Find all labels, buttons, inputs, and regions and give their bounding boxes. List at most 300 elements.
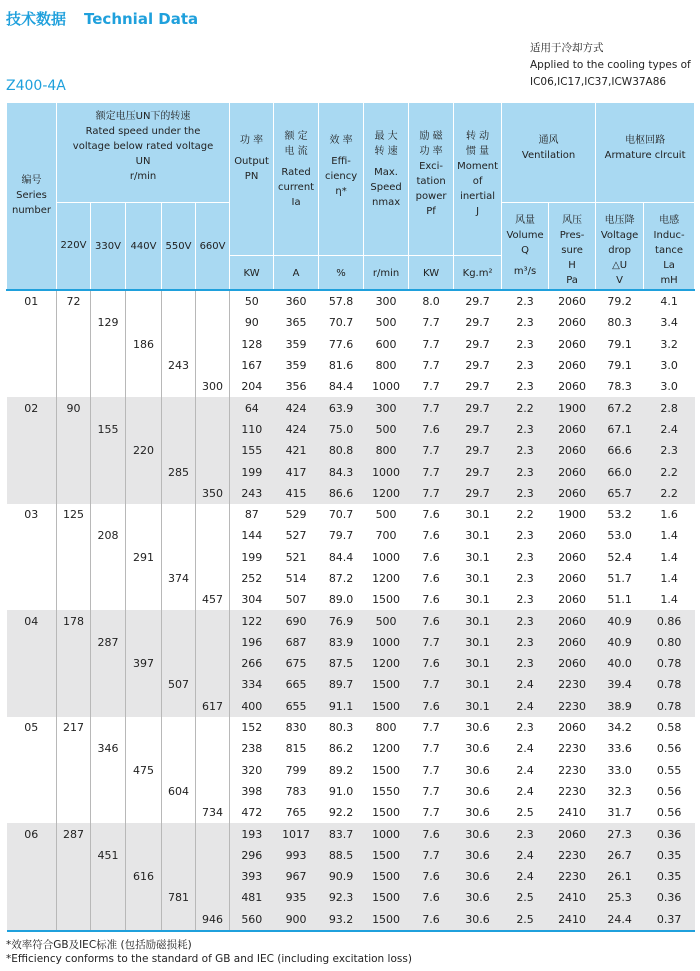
max-speed-header [364, 103, 409, 256]
output-cell: 334 [230, 674, 274, 695]
speed-cell [162, 419, 196, 440]
current-cell: 687 [274, 632, 319, 653]
speed-cell [162, 696, 196, 717]
table-row [7, 525, 695, 546]
airflow-cell: 2.5 [502, 802, 549, 823]
airflow-header-cn: 风量 [515, 215, 536, 226]
speed-cell [57, 674, 91, 695]
speed-cell [162, 547, 196, 568]
speed-cell [91, 610, 126, 631]
speed-cell: 90 [57, 397, 91, 418]
speed-cell [126, 504, 162, 525]
pressure-cell: 2230 [549, 674, 596, 695]
speed-cell [126, 525, 162, 546]
maxspeed-header-cn1: 最 大 [374, 131, 398, 142]
inertia-cell: 29.7 [454, 334, 502, 355]
series-cell [7, 802, 57, 823]
max-speed-cell: 600 [364, 334, 409, 355]
current-cell: 815 [274, 738, 319, 759]
speed-cell [162, 483, 196, 504]
inertia-cell: 30.6 [454, 866, 502, 887]
pressure-cell: 2060 [549, 610, 596, 631]
vdrop-header-en3: △U [612, 260, 628, 271]
airflow-cell: 2.2 [502, 504, 549, 525]
speed-cell: 243 [162, 355, 196, 376]
excitation-cell: 7.7 [409, 845, 454, 866]
current-cell: 527 [274, 525, 319, 546]
speed-cell [57, 376, 91, 397]
table-row [7, 845, 695, 866]
speed-cell [91, 717, 126, 738]
max-speed-cell: 1000 [364, 376, 409, 397]
efficiency-cell: 93.2 [319, 909, 364, 931]
efficiency-cell: 84.3 [319, 461, 364, 482]
table-row [7, 397, 695, 418]
inductance-cell: 0.56 [644, 781, 695, 802]
exc-header-en1: Exci- [419, 161, 444, 172]
speed-cell [162, 845, 196, 866]
efficiency-cell: 76.9 [319, 610, 364, 631]
inductance-cell: 2.8 [644, 397, 695, 418]
inductance-cell: 2.3 [644, 440, 695, 461]
speed-cell [162, 909, 196, 931]
arm-header-en: Armature clrcuit [604, 150, 686, 161]
series-cell [7, 525, 57, 546]
rated-current-header [274, 103, 319, 256]
speed-cell [162, 397, 196, 418]
speed-cell [126, 419, 162, 440]
inertia-cell: 30.1 [454, 504, 502, 525]
inertia-header-en2: of [472, 176, 483, 187]
model-label: Z400-4A [6, 78, 66, 94]
output-cell: 472 [230, 802, 274, 823]
efficiency-cell: 87.5 [319, 653, 364, 674]
excitation-cell: 8.0 [409, 290, 454, 312]
current-header-cn2: 电 流 [284, 146, 308, 157]
inductance-cell: 3.0 [644, 355, 695, 376]
inductance-cell: 1.6 [644, 504, 695, 525]
excitation-cell: 7.7 [409, 802, 454, 823]
voltage-drop-cell: 67.2 [596, 397, 644, 418]
speed-cell [196, 738, 230, 759]
speed-cell [91, 547, 126, 568]
speed-cell [162, 717, 196, 738]
pressure-cell: 2060 [549, 290, 596, 312]
series-cell [7, 483, 57, 504]
vdrop-header-unit: V [616, 275, 623, 286]
exc-header-en3: power [415, 191, 447, 202]
current-header-cn1: 额 定 [284, 131, 308, 142]
table-row [7, 483, 695, 504]
current-cell: 765 [274, 802, 319, 823]
speed-cell [57, 568, 91, 589]
maxspeed-header-cn2: 转 速 [374, 146, 398, 157]
inertia-cell: 29.7 [454, 397, 502, 418]
speed-cell [126, 845, 162, 866]
speed-cell: 220 [126, 440, 162, 461]
pressure-cell: 2060 [549, 632, 596, 653]
pressure-cell: 2060 [549, 589, 596, 610]
cooling-en: Applied to the cooling types of [530, 59, 691, 71]
excitation-cell: 7.6 [409, 568, 454, 589]
max-speed-unit: r/min [364, 256, 409, 291]
inertia-cell: 30.1 [454, 610, 502, 631]
inertia-cell: 30.6 [454, 909, 502, 931]
series-cell [7, 781, 57, 802]
speed-cell [196, 440, 230, 461]
speed-header-en1: Rated speed under the [85, 126, 201, 137]
excitation-cell: 7.6 [409, 909, 454, 931]
speed-cell [196, 397, 230, 418]
current-cell: 655 [274, 696, 319, 717]
output-cell: 199 [230, 547, 274, 568]
speed-cell [57, 525, 91, 546]
speed-cell [57, 887, 91, 908]
series-cell [7, 760, 57, 781]
output-cell: 481 [230, 887, 274, 908]
table-row [7, 887, 695, 908]
inertia-cell: 29.7 [454, 290, 502, 312]
speed-cell [162, 802, 196, 823]
excitation-cell: 7.7 [409, 312, 454, 333]
speed-cell [196, 653, 230, 674]
output-cell: 167 [230, 355, 274, 376]
max-speed-cell: 1000 [364, 547, 409, 568]
excitation-power-header [409, 103, 454, 256]
output-cell: 90 [230, 312, 274, 333]
series-cell [7, 547, 57, 568]
speed-cell [126, 483, 162, 504]
current-cell: 356 [274, 376, 319, 397]
series-cell [7, 674, 57, 695]
max-speed-cell: 1500 [364, 909, 409, 931]
vent-header-cn: 通风 [538, 135, 559, 146]
airflow-cell: 2.3 [502, 823, 549, 844]
airflow-cell: 2.3 [502, 419, 549, 440]
pressure-header [549, 203, 596, 291]
table-row [7, 738, 695, 759]
voltage-220-header: 220V [57, 203, 91, 291]
speed-cell: 397 [126, 653, 162, 674]
speed-cell: 616 [126, 866, 162, 887]
speed-cell [162, 866, 196, 887]
speed-cell [196, 845, 230, 866]
voltage-550-header: 550V [162, 203, 196, 291]
max-speed-cell: 1200 [364, 653, 409, 674]
pressure-cell: 2060 [549, 376, 596, 397]
current-cell: 424 [274, 397, 319, 418]
table-row [7, 823, 695, 844]
speed-cell [162, 440, 196, 461]
speed-cell [126, 290, 162, 312]
inductance-cell: 1.4 [644, 568, 695, 589]
series-header-en2: number [11, 205, 52, 216]
current-header-en3: Ia [291, 197, 301, 208]
output-unit: KW [230, 256, 274, 291]
speed-cell [162, 760, 196, 781]
inertia-cell: 29.7 [454, 483, 502, 504]
speed-cell [196, 461, 230, 482]
series-cell [7, 461, 57, 482]
speed-cell: 451 [91, 845, 126, 866]
excitation-cell: 7.7 [409, 397, 454, 418]
series-cell: 03 [7, 504, 57, 525]
max-speed-cell: 800 [364, 717, 409, 738]
airflow-cell: 2.3 [502, 525, 549, 546]
inertia-cell: 29.7 [454, 355, 502, 376]
pressure-cell: 2230 [549, 738, 596, 759]
speed-header-unit: r/min [129, 171, 157, 182]
airflow-cell: 2.3 [502, 547, 549, 568]
inductance-cell: 0.35 [644, 845, 695, 866]
eff-header-en1: Effi- [331, 156, 351, 167]
inductance-cell: 3.0 [644, 376, 695, 397]
speed-cell [162, 610, 196, 631]
output-cell: 560 [230, 909, 274, 931]
current-cell: 507 [274, 589, 319, 610]
efficiency-cell: 89.7 [319, 674, 364, 695]
series-cell [7, 589, 57, 610]
excitation-cell: 7.6 [409, 887, 454, 908]
voltage-drop-cell: 32.3 [596, 781, 644, 802]
table-row [7, 334, 695, 355]
airflow-header-unit: m³/s [513, 266, 537, 277]
excitation-cell: 7.7 [409, 483, 454, 504]
current-cell: 830 [274, 717, 319, 738]
speed-cell [91, 397, 126, 418]
efficiency-unit: % [319, 256, 364, 291]
efficiency-cell: 83.9 [319, 632, 364, 653]
cooling-types-note [530, 40, 691, 91]
vent-header-en: Ventilation [521, 150, 576, 161]
speed-cell [126, 823, 162, 844]
inductance-cell: 0.78 [644, 674, 695, 695]
inductance-cell: 0.55 [644, 760, 695, 781]
speed-cell: 208 [91, 525, 126, 546]
max-speed-cell: 1500 [364, 845, 409, 866]
series-cell [7, 738, 57, 759]
inductance-cell: 0.36 [644, 823, 695, 844]
efficiency-cell: 92.3 [319, 887, 364, 908]
airflow-cell: 2.4 [502, 738, 549, 759]
inductance-cell: 3.4 [644, 312, 695, 333]
inertia-cell: 30.1 [454, 589, 502, 610]
airflow-cell: 2.4 [502, 760, 549, 781]
pressure-cell: 2060 [549, 717, 596, 738]
excitation-cell: 7.6 [409, 653, 454, 674]
excitation-cell: 7.6 [409, 866, 454, 887]
speed-cell [91, 483, 126, 504]
inductance-cell: 2.2 [644, 461, 695, 482]
speed-cell [57, 355, 91, 376]
table-row [7, 547, 695, 568]
speed-cell [196, 290, 230, 312]
voltage-440-header: 440V [126, 203, 162, 291]
inertia-cell: 29.7 [454, 312, 502, 333]
table-row [7, 866, 695, 887]
speed-cell [126, 461, 162, 482]
speed-cell [126, 589, 162, 610]
max-speed-cell: 1500 [364, 887, 409, 908]
inertia-cell: 30.6 [454, 717, 502, 738]
speed-cell [91, 760, 126, 781]
max-speed-cell: 1500 [364, 802, 409, 823]
inertia-cell: 29.7 [454, 419, 502, 440]
excitation-cell: 7.7 [409, 376, 454, 397]
output-cell: 400 [230, 696, 274, 717]
speed-cell [162, 823, 196, 844]
current-header-en1: Rated [281, 167, 311, 178]
output-cell: 304 [230, 589, 274, 610]
excitation-cell: 7.7 [409, 334, 454, 355]
current-cell: 360 [274, 290, 319, 312]
max-speed-cell: 500 [364, 419, 409, 440]
inertia-header-en3: inertial [460, 191, 496, 202]
inertia-cell: 30.1 [454, 674, 502, 695]
airflow-header-en2: Q [521, 245, 529, 256]
max-speed-cell: 1200 [364, 483, 409, 504]
pressure-cell: 2060 [549, 355, 596, 376]
pressure-cell: 2060 [549, 419, 596, 440]
inductance-cell: 2.2 [644, 483, 695, 504]
table-row [7, 440, 695, 461]
efficiency-cell: 80.3 [319, 717, 364, 738]
series-cell: 01 [7, 290, 57, 312]
efficiency-cell: 88.5 [319, 845, 364, 866]
speed-cell [196, 504, 230, 525]
speed-cell [196, 632, 230, 653]
series-cell [7, 376, 57, 397]
efficiency-cell: 70.7 [319, 312, 364, 333]
excitation-cell: 7.6 [409, 696, 454, 717]
max-speed-cell: 1000 [364, 823, 409, 844]
inductance-cell: 0.36 [644, 887, 695, 908]
speed-cell [126, 312, 162, 333]
speed-cell [91, 568, 126, 589]
output-cell: 196 [230, 632, 274, 653]
excitation-cell: 7.6 [409, 547, 454, 568]
speed-cell: 604 [162, 781, 196, 802]
table-row [7, 653, 695, 674]
airflow-cell: 2.3 [502, 653, 549, 674]
speed-cell [126, 717, 162, 738]
induct-header-unit: mH [660, 275, 678, 286]
efficiency-cell: 91.0 [319, 781, 364, 802]
current-cell: 935 [274, 887, 319, 908]
table-row [7, 781, 695, 802]
max-speed-cell: 800 [364, 440, 409, 461]
current-cell: 783 [274, 781, 319, 802]
series-cell [7, 696, 57, 717]
speed-cell: 617 [196, 696, 230, 717]
output-header [230, 103, 274, 256]
output-cell: 296 [230, 845, 274, 866]
speed-cell [162, 738, 196, 759]
table-row [7, 760, 695, 781]
series-cell [7, 653, 57, 674]
voltage-drop-cell: 25.3 [596, 887, 644, 908]
speed-cell [91, 887, 126, 908]
voltage-drop-cell: 79.1 [596, 355, 644, 376]
table-row [7, 909, 695, 931]
excitation-cell: 7.6 [409, 823, 454, 844]
speed-cell [126, 738, 162, 759]
speed-cell [57, 547, 91, 568]
speed-cell [196, 717, 230, 738]
speed-cell [91, 696, 126, 717]
airflow-cell: 2.3 [502, 589, 549, 610]
exc-header-cn2: 功 率 [419, 146, 443, 157]
rated-speed-header [57, 103, 230, 203]
cooling-types: IC06,IC17,IC37,ICW37A86 [530, 76, 667, 88]
speed-cell [162, 525, 196, 546]
inductance-cell: 3.2 [644, 334, 695, 355]
voltage-drop-cell: 53.2 [596, 504, 644, 525]
max-speed-cell: 1550 [364, 781, 409, 802]
efficiency-cell: 75.0 [319, 419, 364, 440]
voltage-drop-cell: 34.2 [596, 717, 644, 738]
output-cell: 193 [230, 823, 274, 844]
speed-cell: 374 [162, 568, 196, 589]
efficiency-cell: 90.9 [319, 866, 364, 887]
airflow-cell: 2.3 [502, 376, 549, 397]
efficiency-cell: 89.2 [319, 760, 364, 781]
voltage-drop-cell: 51.7 [596, 568, 644, 589]
voltage-drop-cell: 51.1 [596, 589, 644, 610]
pressure-header-en1: Pres- [559, 230, 585, 241]
pressure-cell: 2060 [549, 334, 596, 355]
current-header-en2: current [278, 182, 315, 193]
speed-cell [57, 440, 91, 461]
speed-cell: 734 [196, 802, 230, 823]
voltage-drop-cell: 26.7 [596, 845, 644, 866]
output-cell: 87 [230, 504, 274, 525]
output-header-cn: 功 率 [239, 135, 264, 146]
inductance-cell: 0.56 [644, 802, 695, 823]
output-cell: 50 [230, 290, 274, 312]
footnote-cn: *效率符合GB及IEC标准 (包括励磁损耗) [6, 939, 192, 951]
speed-cell [91, 355, 126, 376]
speed-cell [162, 589, 196, 610]
efficiency-cell: 81.6 [319, 355, 364, 376]
inertia-cell: 29.7 [454, 376, 502, 397]
speed-cell [162, 312, 196, 333]
excitation-cell: 7.6 [409, 525, 454, 546]
max-speed-cell: 1000 [364, 632, 409, 653]
speed-cell: 178 [57, 610, 91, 631]
output-cell: 238 [230, 738, 274, 759]
maxspeed-header-en2: Speed [370, 182, 402, 193]
speed-cell: 350 [196, 483, 230, 504]
table-row [7, 504, 695, 525]
speed-cell: 217 [57, 717, 91, 738]
maxspeed-header-en1: Max. [374, 167, 398, 178]
speed-cell [91, 802, 126, 823]
speed-cell [162, 632, 196, 653]
speed-cell: 125 [57, 504, 91, 525]
inductance-cell: 4.1 [644, 290, 695, 312]
induct-header-en2: tance [655, 245, 684, 256]
pressure-cell: 2060 [549, 312, 596, 333]
max-speed-cell: 700 [364, 525, 409, 546]
speed-cell [126, 376, 162, 397]
excitation-cell: 7.7 [409, 674, 454, 695]
efficiency-cell: 84.4 [319, 376, 364, 397]
speed-cell [126, 610, 162, 631]
induct-header-en1: Induc- [653, 230, 685, 241]
efficiency-cell: 77.6 [319, 334, 364, 355]
current-cell: 799 [274, 760, 319, 781]
